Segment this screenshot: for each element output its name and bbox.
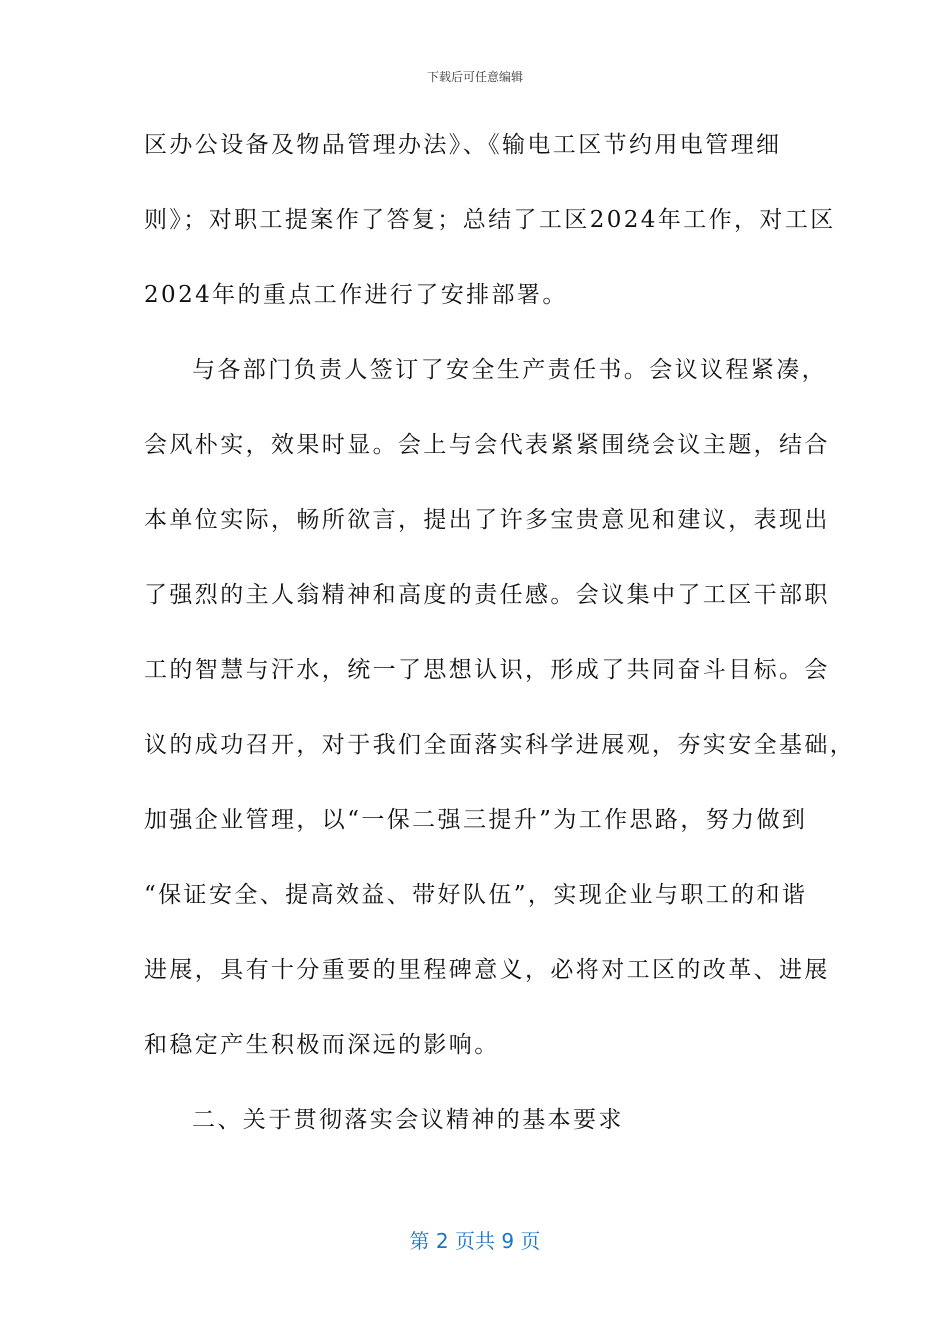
- paragraph-line: 区办公设备及物品管理办法》、《输电工区节约用电管理细: [144, 132, 782, 158]
- paragraph-line: 加强企业管理，以“一保二强三提升”为工作思路，努力做到: [144, 807, 808, 833]
- paragraph-line: 了强烈的主人翁精神和高度的责任感。会议集中了工区干部职: [144, 582, 830, 608]
- page-number: 第 2 页共 9 页: [409, 1229, 541, 1253]
- paragraph-line: 和稳定产生积极而深远的影响。: [144, 1032, 500, 1058]
- paragraph-line: 则》；对职工提案作了答复；总结了工区2024年工作，对工区: [144, 207, 836, 233]
- paragraph-line: 进展，具有十分重要的里程碑意义，必将对工区的改革、进展: [144, 957, 830, 983]
- paragraph-line: 工的智慧与汗水，统一了思想认识，形成了共同奋斗目标。会: [144, 657, 830, 683]
- paragraph-line: 与各部门负责人签订了安全生产责任书。会议议程紧凑，: [192, 357, 827, 383]
- page-header: 下载后可任意编辑: [426, 70, 523, 84]
- paragraph-line: 本单位实际，畅所欲言，提出了许多宝贵意见和建议，表现出: [144, 507, 830, 533]
- document-body: [144, 122, 856, 1172]
- paragraph-line: 会风朴实，效果时显。会上与会代表紧紧围绕会议主题，结合: [144, 432, 830, 458]
- paragraph-line: “保证安全、提高效益、带好队伍”，实现企业与职工的和谐: [144, 882, 808, 908]
- section-heading: 二、关于贯彻落实会议精神的基本要求: [192, 1107, 624, 1133]
- paragraph-line: 2024年的重点工作进行了安排部署。: [144, 282, 568, 308]
- paragraph-line: 议的成功召开，对于我们全面落实科学进展观，夯实安全基础，: [144, 732, 856, 758]
